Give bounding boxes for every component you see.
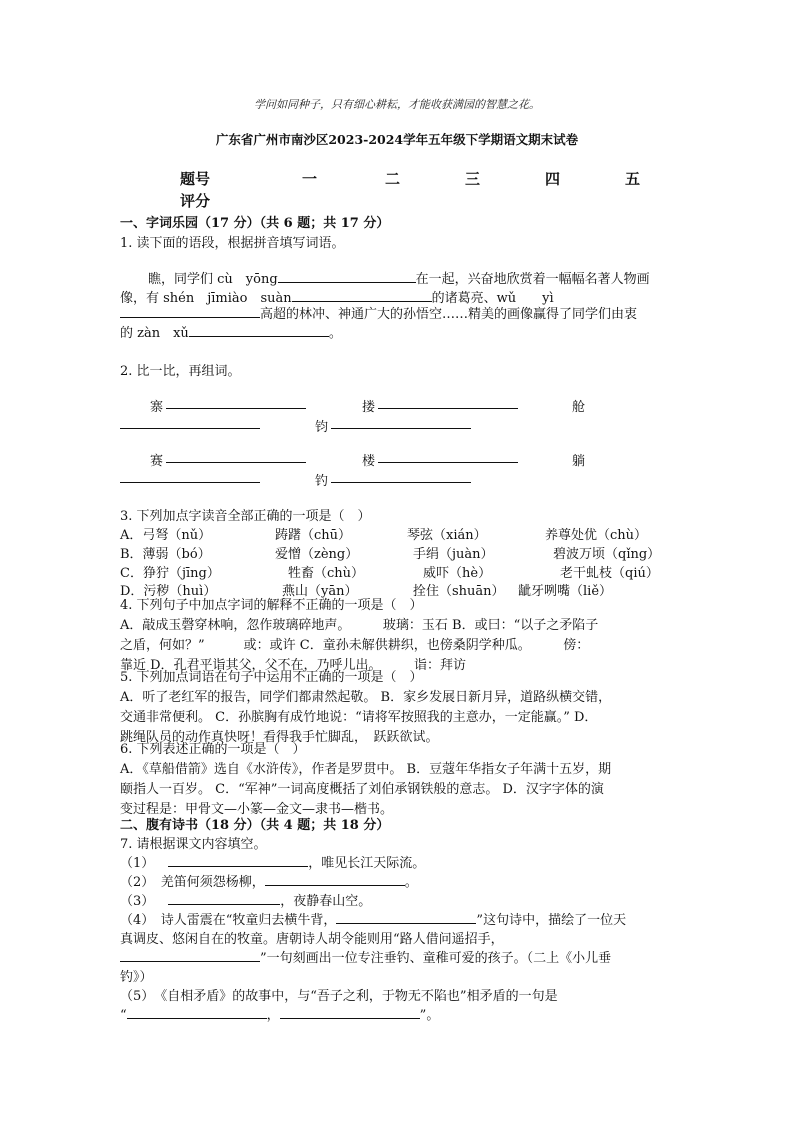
q7-blank-4[interactable]: [336, 910, 476, 924]
score-col-1: 一: [302, 170, 318, 188]
q3-a-1: A．弓弩（nǔ）: [120, 528, 212, 543]
q7-blank-3[interactable]: [168, 891, 280, 905]
q6-block: [120, 740, 680, 820]
q7-item-4-line-2: 真调皮、悠闲自在的牧童。唐朝诗人胡令能则用“路人借问遥招手，: [120, 932, 504, 947]
q7-item-4-text-a: （4） 诗人雷震在“牧童归去横牛背，: [120, 913, 337, 928]
q7-item-5-line-1: （5） 《自相矛盾》的故事中，与“吾子之利，于物无不陷也”相矛盾的一句是: [120, 989, 558, 1004]
q5-line-1: 5. 下列加点词语在句子中运用不正确的一项是（ ）: [120, 670, 423, 685]
q7-item-4-line-4: 钓》）: [120, 970, 153, 985]
q3-b-4: 碧波万顷（qǐng）: [553, 547, 661, 562]
q7-item-4-text-d: ”一句刻画出一位专注垂钓、童稚可爱的孩子。（二上《小儿垂: [260, 951, 612, 966]
q4-line-2: A．敲成玉磬穿林响，忽作玻璃碎地声。 玻璃：玉石 B．或曰：“以子之矛陷子: [120, 618, 599, 633]
q7-item-3: [120, 890, 371, 909]
q6-line-4: 变过程是：甲骨文—小篆—金文—隶书—楷书。: [120, 802, 394, 817]
section-2-heading: 二、腹有诗书（18 分）（共 4 题；共 18 分）: [120, 818, 390, 833]
q2-r2-char-1: 赛: [150, 454, 164, 469]
q7-blank-2[interactable]: [265, 872, 405, 886]
q2-r1-char-2: 搂: [362, 400, 376, 415]
q7-item-2: [120, 871, 418, 890]
q1-blank-2[interactable]: [292, 288, 432, 302]
q5-line-4: 跳绳队员的动作真快呀！看得我手忙脚乱， 跃跃欲试。: [120, 730, 439, 745]
q7-item-1-label: （1）: [120, 856, 155, 871]
q3-c-3: 威吓（hè）: [423, 566, 492, 581]
q2-r1-blank-3[interactable]: [120, 428, 260, 429]
q1-blank-1[interactable]: [278, 269, 416, 283]
q7-prompt: 7. 请根据课文内容填空。: [120, 837, 267, 852]
score-col-2: 二: [385, 170, 401, 188]
q2-r2-char-3: 躺: [572, 454, 586, 469]
q5-line-3: 交通非常便利。 C．孙膑胸有成竹地说：“请将军按照我的主意办，一定能赢。” D．: [120, 710, 598, 725]
q3-a-4: 养尊处优（chù）: [545, 528, 648, 543]
section-1-heading: 一、字词乐园（17 分）（共 6 题；共 17 分）: [120, 216, 390, 231]
score-table-col-label: 题号: [180, 170, 211, 188]
q7-item-3-label: （3）: [120, 894, 155, 909]
q2-r2-blank-1[interactable]: [166, 462, 306, 463]
q2-r1-char-4: 钧: [315, 420, 329, 435]
q1-line-4-text-a: 的 zàn xǔ: [120, 326, 189, 341]
q3-d-4: 龇牙咧嘴（liě）: [518, 584, 613, 599]
q1-line-4: [120, 322, 342, 341]
q3-b-2: 爱憎（zèng）: [275, 547, 359, 562]
q3-a-2: 踌躇（chū）: [275, 528, 352, 543]
q3-b-3: 手绢（juàn）: [413, 547, 494, 562]
score-col-4: 四: [545, 170, 561, 188]
q4-line-1: 4. 下列句子中加点字词的解释不正确的一项是（ ）: [120, 598, 423, 613]
q6-line-2: A．《草船借箭》选自《水浒传》，作者是罗贯中。 B．豆蔻年华指女子年满十五岁，期: [120, 762, 612, 777]
q2-r1-blank-2[interactable]: [378, 408, 518, 409]
q2-r2-blank-4[interactable]: [331, 482, 471, 483]
page-title: 广东省广州市南沙区2023-2024学年五年级下学期语文期末试卷: [215, 132, 579, 147]
q2-r2-blank-2[interactable]: [378, 462, 518, 463]
q1-prompt: 1. 读下面的语段，根据拼音填写词语。: [120, 236, 345, 251]
q7-item-1-text: ，唯见长江天际流。: [308, 856, 426, 871]
q7-blank-6[interactable]: [127, 1005, 267, 1019]
q4-block: [120, 596, 680, 676]
q1-line-3-text: 高超的林冲、神通广大的孙悟空……精美的画像赢得了同学们由衷: [260, 307, 638, 322]
q1-line-1-text-b: 在一起，兴奋地欣赏着一幅幅名著人物画: [415, 272, 650, 287]
q7-item-5-line-2: [120, 1004, 439, 1023]
q3-c-2: 牲畜（chù）: [288, 566, 365, 581]
q7-item-2-text-a: （2） 羌笛何须怨杨柳，: [120, 875, 265, 890]
q7-blank-5[interactable]: [120, 948, 260, 962]
q3-a-3: 琴弦（xián）: [407, 528, 487, 543]
score-col-5: 五: [625, 170, 641, 188]
q7-item-5-open-quote: “: [120, 1008, 127, 1023]
q1-line-2-text-a: 像，有 shén jīmiào suàn: [120, 291, 292, 306]
q3-d-2: 燕山（yān）: [282, 584, 358, 599]
q1-line-1: [148, 268, 650, 287]
q1-line-2-text-b: 的诸葛亮、wǔ yì: [431, 291, 554, 306]
q2-r2-char-4: 钓: [315, 474, 329, 489]
q7-item-3-text: ，夜静春山空。: [280, 894, 372, 909]
q1-line-3: [120, 303, 637, 322]
q7-blank-7[interactable]: [280, 1005, 420, 1019]
q3-prompt: 3. 下列加点字读音全部正确的一项是（ ）: [120, 509, 371, 524]
q4-line-4: 靠近 D．孔君平诣其父，父不在，乃呼儿出。 诣：拜访: [120, 658, 467, 673]
q7-item-4-line-3: [120, 947, 611, 966]
q6-line-3: 颐指人一百岁。 C．“军神”一词高度概括了刘伯承钢铁般的意志。 D．汉字字体的演: [120, 782, 604, 797]
q1-line-4-text-b: 。: [328, 326, 342, 341]
q7-item-4-line-1: [120, 909, 626, 928]
q2-r1-blank-4[interactable]: [331, 428, 471, 429]
q7-blank-1[interactable]: [168, 853, 308, 867]
q1-blank-3[interactable]: [120, 304, 260, 318]
q2-r2-char-2: 楼: [362, 454, 376, 469]
q3-d-1: D．污秽（huì）: [120, 584, 217, 599]
q7-item-2-text-b: 。: [404, 875, 418, 890]
q1-blank-4[interactable]: [189, 323, 329, 337]
q5-line-2: A．听了老红军的报告，同学们都肃然起敬。 B．家乡发展日新月异，道路纵横交错，: [120, 690, 612, 705]
q2-r1-char-1: 寨: [150, 400, 164, 415]
q2-r2-blank-3[interactable]: [120, 482, 260, 483]
q7-item-4-text-b: ”这句诗中，描绘了一位天: [476, 913, 627, 928]
q3-b-1: B．薄弱（bó）: [120, 547, 211, 562]
q1-line-1-text-a: 瞧，同学们 cù yōng: [148, 272, 278, 287]
q7-item-5-close-quote: ”。: [419, 1008, 440, 1023]
q6-line-1: 6. 下列表述正确的一项是（ ）: [120, 742, 306, 757]
motto: 学问如同种子，只有细心耕耘，才能收获满园的智慧之花。: [254, 98, 540, 111]
q7-item-1: [120, 852, 425, 871]
q3-c-4: 老干虬枝（qiú）: [560, 566, 659, 581]
score-col-3: 三: [465, 170, 481, 188]
q2-r1-blank-1[interactable]: [166, 408, 306, 409]
q3-c-1: C．狰狞（jīng）: [120, 566, 220, 581]
q3-d-3: 拴住（shuān）: [413, 584, 505, 599]
q4-line-3: 之盾，何如？” 或：或许 C．童孙未解供耕织，也傍桑阴学种瓜。 傍：: [120, 638, 590, 653]
q7-item-5-comma: ，: [266, 1008, 280, 1023]
q2-r1-char-3: 舱: [572, 400, 586, 415]
q5-block: [120, 668, 680, 748]
score-table-row-label: 评分: [180, 192, 211, 210]
q2-prompt: 2. 比一比，再组词。: [120, 364, 241, 379]
